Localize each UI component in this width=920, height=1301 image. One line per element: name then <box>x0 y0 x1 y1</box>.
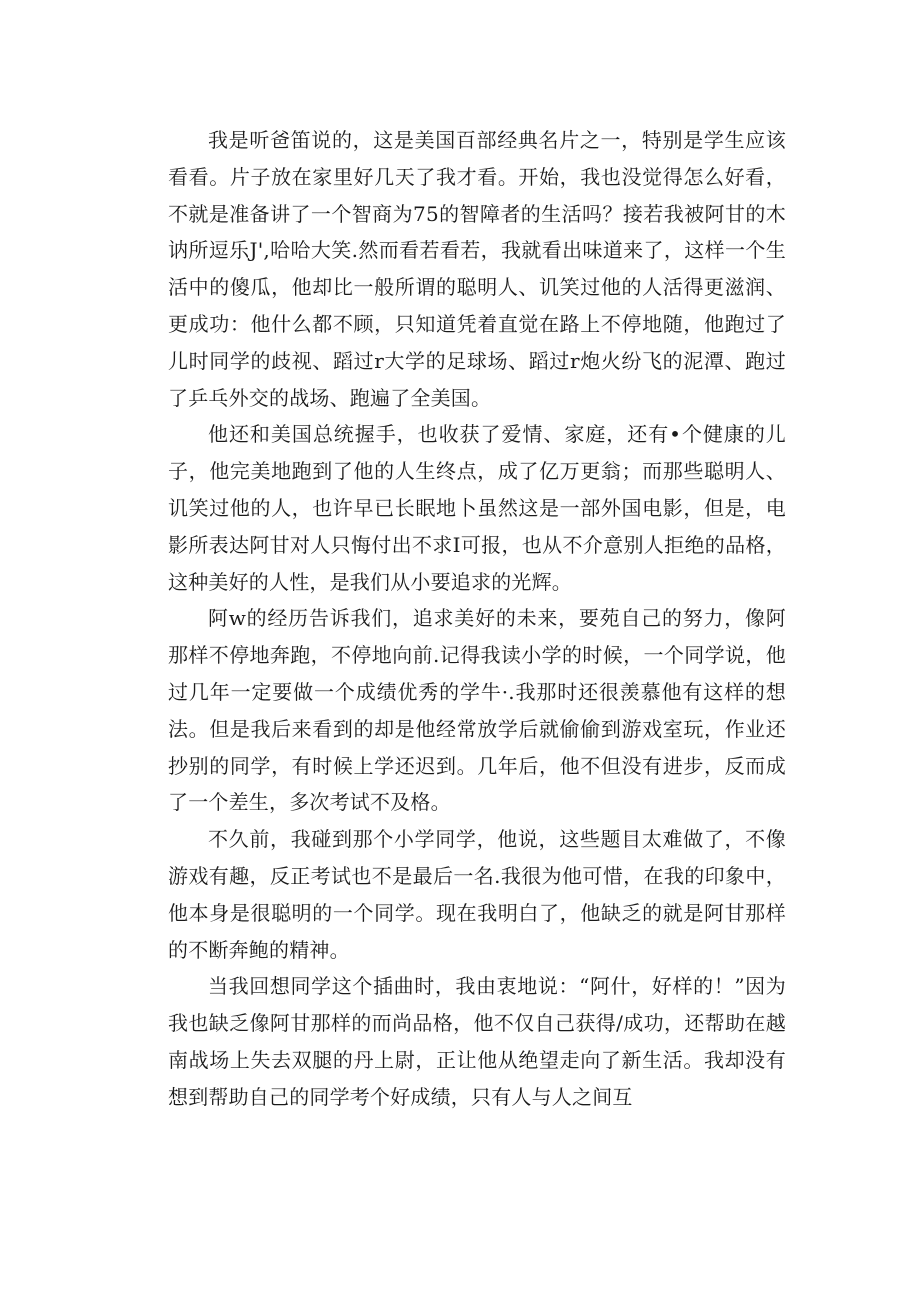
paragraph-5: 当我回想同学这个插曲时，我由衷地说：“阿什，好样的！”因为我也缺乏像阿甘那样的而尚品格，他不仅自己获得/成功，还帮助在越南战场上失去双腿的丹上尉，正让他从绝望走向了新生活。我却没有想到帮助自己的同学考个好成绩，只有人与人之间互 <box>168 974 786 1109</box>
document-body <box>168 122 786 1116</box>
paragraph-2: 他还和美国总统握手，也收获了爱情、家庭，还有•个健康的儿子，他完美地跑到了他的人生终点，成了亿万更翁；而那些聪明人、讥笑过他的人，也许早已长眠地卜虽然这是一部外国电影，但是，电影所表达阿甘对人只悔付出不求I可报，也从不介意别人拒绝的品格，这种美好的人性，是我们从小要追求的光辉。 <box>168 422 786 594</box>
paragraph-1: 我是听爸笛说的，这是美国百部经典名片之一，特别是学生应该看看。片子放在家里好几天了我才看。开始，我也没觉得怎么好看，不就是准备讲了一个智商为75的智障者的生活吗？接若我被阿甘的木讷所逗乐J',哈哈大笑.然而看若看若，我就看出味道来了，这样一个生活中的傻瓜，他却比一般所谓的聪明人、讥笑过他的人活得更滋润、更成功：他什么都不顾，只知道凭着直觉在路上不停地随，他跑过了儿时同学的歧视、蹈过r大学的足球场、蹈过r炮火纷飞的泥潭、跑过了乒乓外交的战场、跑遍了全美国。 <box>168 128 786 410</box>
paragraph-4: 不久前，我碰到那个小学同学，他说，这些题目太难做了，不像游戏有趣，反正考试也不是最后一名.我很为他可惜，在我的印象中，他本身是很聪明的一个同学。现在我明白了，他缺乏的就是阿甘那样的不断奔鲍的精神。 <box>168 827 786 962</box>
paragraph-3: 阿w的经历告诉我们，追求美好的未来，要苑自己的努力，像阿那样不停地奔跑，不停地向前.记得我读小学的时候，一个同学说，他过几年一定要做一个成绩优秀的学牛·.我那时还很羡慕他有这样的想法。但是我后来看到的却是他经常放学后就偷偷到游戏室玩，作业还抄别的同学，有时候上学还迟到。几年后，他不但没有进步，反而成了一个差生，多次考试不及格。 <box>168 606 786 815</box>
